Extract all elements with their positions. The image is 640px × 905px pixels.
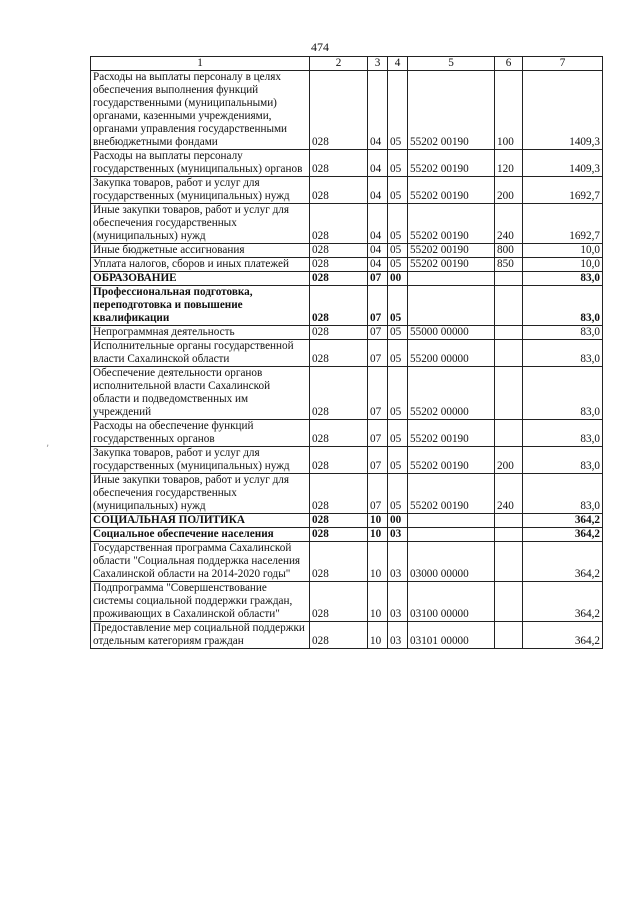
amount: 83,0 xyxy=(523,447,603,474)
table-row xyxy=(91,622,603,649)
subsection-code: 05 xyxy=(388,420,408,447)
department-code: 028 xyxy=(310,528,368,542)
column-header-6: 6 xyxy=(495,57,523,71)
expense-name: Исполнительные органы государственной власти Сахалинской области xyxy=(91,340,310,367)
section-code: 10 xyxy=(368,582,388,622)
target-article-code: 55000 00000 xyxy=(408,326,495,340)
department-code: 028 xyxy=(310,542,368,582)
subsection-code: 05 xyxy=(388,258,408,272)
target-article-code: 03101 00000 xyxy=(408,622,495,649)
amount: 1409,3 xyxy=(523,71,603,150)
section-code: 07 xyxy=(368,340,388,367)
subsection-code: 05 xyxy=(388,340,408,367)
scan-speck: ‚ xyxy=(46,438,50,449)
subsection-code: 05 xyxy=(388,244,408,258)
table-row xyxy=(91,150,603,177)
target-article-code: 55202 00190 xyxy=(408,474,495,514)
subsection-code: 05 xyxy=(388,474,408,514)
table-row xyxy=(91,528,603,542)
amount: 83,0 xyxy=(523,420,603,447)
table-row xyxy=(91,286,603,326)
header-row xyxy=(91,57,603,71)
expense-name: Предоставление мер социальной поддержки отдельным категориям граждан xyxy=(91,622,310,649)
amount: 364,2 xyxy=(523,528,603,542)
department-code: 028 xyxy=(310,326,368,340)
target-article-code xyxy=(408,514,495,528)
section-code: 07 xyxy=(368,286,388,326)
subsection-code: 05 xyxy=(388,367,408,420)
amount: 83,0 xyxy=(523,474,603,514)
department-code: 028 xyxy=(310,244,368,258)
expense-type-code xyxy=(495,367,523,420)
expense-type-code xyxy=(495,582,523,622)
amount: 83,0 xyxy=(523,272,603,286)
target-article-code xyxy=(408,272,495,286)
amount: 1692,7 xyxy=(523,204,603,244)
expense-type-code xyxy=(495,622,523,649)
table-row xyxy=(91,447,603,474)
section-code: 04 xyxy=(368,71,388,150)
amount: 1692,7 xyxy=(523,177,603,204)
expense-name: Расходы на обеспечение функций государственных органов xyxy=(91,420,310,447)
expense-type-code xyxy=(495,528,523,542)
target-article-code: 55202 00190 xyxy=(408,204,495,244)
target-article-code xyxy=(408,528,495,542)
department-code: 028 xyxy=(310,71,368,150)
expense-type-code xyxy=(495,272,523,286)
department-code: 028 xyxy=(310,474,368,514)
department-code: 028 xyxy=(310,258,368,272)
expense-name: Профессиональная подготовка, переподготовка и повышение квалификации xyxy=(91,286,310,326)
section-code: 04 xyxy=(368,150,388,177)
section-code: 10 xyxy=(368,622,388,649)
expense-type-code xyxy=(495,340,523,367)
section-code: 04 xyxy=(368,258,388,272)
page-number: 474 xyxy=(311,40,329,54)
amount: 83,0 xyxy=(523,326,603,340)
column-header-5: 5 xyxy=(408,57,495,71)
subsection-code: 03 xyxy=(388,542,408,582)
section-code: 10 xyxy=(368,514,388,528)
expense-name: Расходы на выплаты персоналу в целях обеспечения выполнения функций государственными (муниципальными) органами, казенными учреждениями, органами управления государственными внебюджетными фондами xyxy=(91,71,310,150)
table-row xyxy=(91,474,603,514)
expense-name: ОБРАЗОВАНИЕ xyxy=(91,272,310,286)
table-row xyxy=(91,71,603,150)
subsection-code: 05 xyxy=(388,71,408,150)
target-article-code: 55202 00190 xyxy=(408,447,495,474)
target-article-code: 55202 00190 xyxy=(408,177,495,204)
target-article-code: 55202 00190 xyxy=(408,71,495,150)
amount: 364,2 xyxy=(523,514,603,528)
expense-type-code: 100 xyxy=(495,71,523,150)
column-header-7: 7 xyxy=(523,57,603,71)
expense-type-code: 850 xyxy=(495,258,523,272)
section-code: 07 xyxy=(368,367,388,420)
target-article-code: 55202 00190 xyxy=(408,420,495,447)
amount: 364,2 xyxy=(523,622,603,649)
department-code: 028 xyxy=(310,582,368,622)
amount: 83,0 xyxy=(523,286,603,326)
expense-name: Иные закупки товаров, работ и услуг для обеспечения государственных (муниципальных) нужд xyxy=(91,204,310,244)
section-code: 04 xyxy=(368,244,388,258)
expense-type-code xyxy=(495,286,523,326)
table-row xyxy=(91,244,603,258)
section-code: 07 xyxy=(368,474,388,514)
table-row xyxy=(91,340,603,367)
department-code: 028 xyxy=(310,622,368,649)
table-row xyxy=(91,258,603,272)
section-code: 10 xyxy=(368,528,388,542)
expense-name: Закупка товаров, работ и услуг для государственных (муниципальных) нужд xyxy=(91,177,310,204)
target-article-code: 55202 00190 xyxy=(408,244,495,258)
amount: 1409,3 xyxy=(523,150,603,177)
section-code: 07 xyxy=(368,420,388,447)
amount: 10,0 xyxy=(523,258,603,272)
amount: 83,0 xyxy=(523,340,603,367)
department-code: 028 xyxy=(310,177,368,204)
target-article-code: 03000 00000 xyxy=(408,542,495,582)
target-article-code: 03100 00000 xyxy=(408,582,495,622)
section-code: 07 xyxy=(368,272,388,286)
subsection-code: 00 xyxy=(388,514,408,528)
column-header-3: 3 xyxy=(368,57,388,71)
table-row xyxy=(91,367,603,420)
expense-name: Уплата налогов, сборов и иных платежей xyxy=(91,258,310,272)
subsection-code: 05 xyxy=(388,286,408,326)
department-code: 028 xyxy=(310,340,368,367)
subsection-code: 03 xyxy=(388,528,408,542)
expense-name: Иные закупки товаров, работ и услуг для обеспечения государственных (муниципальных) нужд xyxy=(91,474,310,514)
subsection-code: 05 xyxy=(388,326,408,340)
target-article-code: 55200 00000 xyxy=(408,340,495,367)
department-code: 028 xyxy=(310,204,368,244)
subsection-code: 05 xyxy=(388,177,408,204)
table-row xyxy=(91,326,603,340)
expense-type-code: 200 xyxy=(495,177,523,204)
table-row xyxy=(91,420,603,447)
amount: 10,0 xyxy=(523,244,603,258)
amount: 364,2 xyxy=(523,582,603,622)
section-code: 04 xyxy=(368,204,388,244)
subsection-code: 00 xyxy=(388,272,408,286)
table-row xyxy=(91,542,603,582)
expense-type-code xyxy=(495,542,523,582)
table-row xyxy=(91,177,603,204)
target-article-code: 55202 00000 xyxy=(408,367,495,420)
expense-type-code xyxy=(495,514,523,528)
department-code: 028 xyxy=(310,272,368,286)
expense-name: Подпрограмма "Совершенствование системы социальной поддержки граждан, проживающих в Сахалинской области" xyxy=(91,582,310,622)
column-header-1: 1 xyxy=(91,57,310,71)
expense-name: Непрограммная деятельность xyxy=(91,326,310,340)
expense-type-code: 200 xyxy=(495,447,523,474)
amount: 364,2 xyxy=(523,542,603,582)
column-header-2: 2 xyxy=(310,57,368,71)
expense-name: Государственная программа Сахалинской области "Социальная поддержка населения Сахалинской области на 2014-2020 годы" xyxy=(91,542,310,582)
expense-type-code: 120 xyxy=(495,150,523,177)
expense-name: Закупка товаров, работ и услуг для государственных (муниципальных) нужд xyxy=(91,447,310,474)
table-body xyxy=(91,71,603,649)
subsection-code: 05 xyxy=(388,204,408,244)
table-row xyxy=(91,514,603,528)
expense-type-code xyxy=(495,420,523,447)
subsection-code: 03 xyxy=(388,582,408,622)
target-article-code xyxy=(408,286,495,326)
section-code: 07 xyxy=(368,326,388,340)
expense-name: Расходы на выплаты персоналу государственных (муниципальных) органов xyxy=(91,150,310,177)
budget-table xyxy=(90,56,603,649)
table-row xyxy=(91,204,603,244)
column-header-4: 4 xyxy=(388,57,408,71)
subsection-code: 05 xyxy=(388,447,408,474)
expense-name: СОЦИАЛЬНАЯ ПОЛИТИКА xyxy=(91,514,310,528)
department-code: 028 xyxy=(310,150,368,177)
section-code: 04 xyxy=(368,177,388,204)
subsection-code: 05 xyxy=(388,150,408,177)
expense-name: Обеспечение деятельности органов исполнительной власти Сахалинской области и подведомственных им учреждений xyxy=(91,367,310,420)
expense-type-code xyxy=(495,326,523,340)
expense-type-code: 800 xyxy=(495,244,523,258)
department-code: 028 xyxy=(310,514,368,528)
target-article-code: 55202 00190 xyxy=(408,150,495,177)
department-code: 028 xyxy=(310,286,368,326)
target-article-code: 55202 00190 xyxy=(408,258,495,272)
section-code: 10 xyxy=(368,542,388,582)
department-code: 028 xyxy=(310,420,368,447)
subsection-code: 03 xyxy=(388,622,408,649)
department-code: 028 xyxy=(310,447,368,474)
expense-name: Иные бюджетные ассигнования xyxy=(91,244,310,258)
table-row xyxy=(91,582,603,622)
expense-type-code: 240 xyxy=(495,474,523,514)
expense-name: Социальное обеспечение населения xyxy=(91,528,310,542)
amount: 83,0 xyxy=(523,367,603,420)
department-code: 028 xyxy=(310,367,368,420)
table-row xyxy=(91,272,603,286)
expense-type-code: 240 xyxy=(495,204,523,244)
section-code: 07 xyxy=(368,447,388,474)
